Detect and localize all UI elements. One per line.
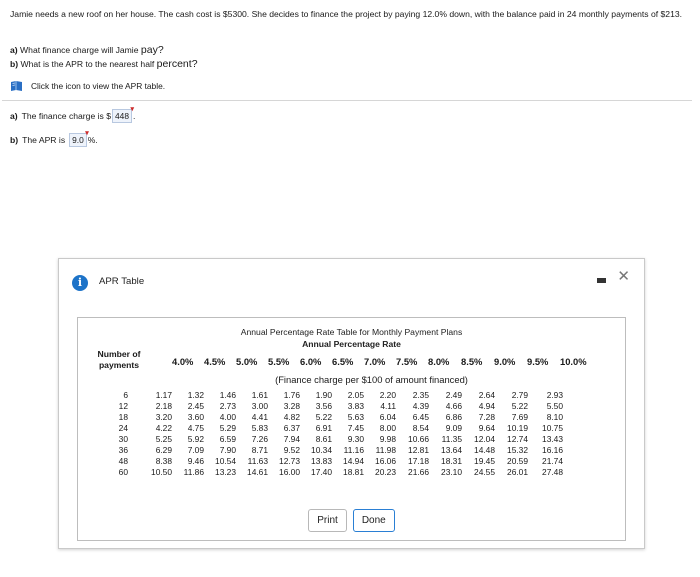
table-cell: 4.11 [380, 401, 396, 411]
rate-header: 8.5% [461, 356, 483, 367]
table-cell: 16.16 [542, 445, 563, 455]
table-cell: 14.94 [343, 456, 364, 466]
dialog-title: APR Table [99, 276, 145, 287]
table-cell: 2.73 [219, 401, 236, 411]
table-cell: 11.86 [183, 467, 204, 477]
rate-header: 10.0% [560, 356, 587, 367]
table-cell: 3.00 [251, 401, 268, 411]
table-cell: 5.92 [187, 434, 204, 444]
table-cell: 1.17 [155, 390, 172, 400]
table-cell: 8.61 [315, 434, 332, 444]
table-cell: 10.66 [408, 434, 429, 444]
table-cell: 3.60 [187, 412, 204, 422]
table-cell: 7.69 [511, 412, 528, 422]
problem-statement: Jamie needs a new roof on her house. The cash cost is $5300. She decides to finance the project by paying 12.0% down, with the balance paid in 24 monthly payments of $213. [10, 9, 683, 19]
incorrect-mark-icon: ▾ [130, 106, 134, 113]
table-cell: 18.81 [343, 467, 364, 477]
table-cell: 7.26 [251, 434, 268, 444]
table-cell: 1.76 [283, 390, 300, 400]
rate-header: 7.5% [396, 356, 418, 367]
table-cell: 8.54 [412, 423, 429, 433]
table-cell: 16.00 [279, 467, 300, 477]
table-cell: 18.31 [441, 456, 462, 466]
table-row [98, 456, 563, 467]
table-cell: 5.25 [155, 434, 172, 444]
table-cell: 17.40 [311, 467, 332, 477]
table-cell: 26.01 [507, 467, 528, 477]
table-cell: 8.71 [251, 445, 268, 455]
payments-cell: 48 [118, 456, 128, 466]
table-cell: 16.06 [375, 456, 396, 466]
rate-header: 4.0% [172, 356, 194, 367]
table-cell: 9.30 [347, 434, 364, 444]
table-cell: 4.94 [478, 401, 495, 411]
finance-charge-answer[interactable]: 448 ▾ [112, 109, 132, 123]
table-cell: 12.73 [279, 456, 300, 466]
table-cell: 1.61 [251, 390, 268, 400]
table-cell: 4.00 [219, 412, 236, 422]
rate-header: 5.5% [268, 356, 290, 367]
table-cell: 1.46 [219, 390, 236, 400]
table-cell: 6.45 [412, 412, 429, 422]
table-row [98, 390, 563, 401]
payments-header: Number of payments [97, 349, 141, 370]
table-cell: 5.83 [251, 423, 268, 433]
question-b: b) What is the APR to the nearest half percent? [10, 58, 198, 70]
payments-cell: 60 [118, 467, 128, 477]
table-cell: 14.48 [474, 445, 495, 455]
payments-cell: 18 [118, 412, 128, 422]
question-a: a) What finance charge will Jamie pay? [10, 44, 164, 56]
table-cell: 23.10 [441, 467, 462, 477]
table-cell: 17.18 [408, 456, 429, 466]
table-cell: 2.35 [412, 390, 429, 400]
dialog-header [59, 259, 644, 307]
table-cell: 3.28 [283, 401, 300, 411]
table-cell: 27.48 [542, 467, 563, 477]
table-cell: 8.00 [379, 423, 396, 433]
table-cell: 7.94 [283, 434, 300, 444]
table-cell: 21.74 [542, 456, 563, 466]
table-row [98, 445, 563, 456]
done-button[interactable]: Done [353, 509, 395, 532]
rate-header: 9.5% [527, 356, 549, 367]
table-cell: 3.83 [347, 401, 364, 411]
apr-table [77, 317, 626, 541]
table-cell: 2.79 [511, 390, 528, 400]
rate-header: 9.0% [494, 356, 516, 367]
table-cell: 19.45 [474, 456, 495, 466]
table-cell: 10.54 [215, 456, 236, 466]
table-cell: 2.18 [155, 401, 172, 411]
rates-header-row [172, 356, 595, 367]
info-icon: i [72, 275, 88, 291]
rate-header: 6.5% [332, 356, 354, 367]
table-cell: 6.37 [283, 423, 300, 433]
table-cell: 3.56 [315, 401, 332, 411]
table-cell: 12.81 [408, 445, 429, 455]
table-subtitle: Annual Percentage Rate [302, 339, 401, 349]
rate-header: 7.0% [364, 356, 386, 367]
table-cell: 9.09 [445, 423, 462, 433]
rate-header: 4.5% [204, 356, 226, 367]
payments-cell: 36 [118, 445, 128, 455]
table-cell: 10.50 [151, 467, 172, 477]
table-cell: 11.35 [441, 434, 462, 444]
print-button[interactable]: Print [308, 509, 347, 532]
table-row [98, 423, 563, 434]
table-cell: 5.29 [219, 423, 236, 433]
table-cell: 1.32 [187, 390, 204, 400]
table-cell: 4.75 [187, 423, 204, 433]
apr-link-label: Click the icon to view the APR table. [31, 81, 166, 91]
table-cell: 20.23 [375, 467, 396, 477]
table-cell: 10.75 [542, 423, 563, 433]
table-cell: 4.22 [155, 423, 172, 433]
table-title: Annual Percentage Rate Table for Monthly Payment Plans [240, 327, 463, 337]
table-cell: 5.22 [315, 412, 332, 422]
payments-cell: 24 [118, 423, 128, 433]
table-cell: 9.98 [379, 434, 396, 444]
question-list [10, 43, 198, 71]
finance-note: (Finance charge per $100 of amount financed) [275, 374, 468, 385]
table-cell: 6.86 [445, 412, 462, 422]
table-cell: 7.28 [478, 412, 495, 422]
table-cell: 2.64 [478, 390, 495, 400]
table-cell: 7.90 [219, 445, 236, 455]
dialog-buttons [59, 509, 644, 532]
payments-cell: 6 [123, 390, 128, 400]
table-row [98, 434, 563, 445]
answer-a: a) The finance charge is $ 448 ▾ . [10, 106, 136, 121]
table-cell: 12.04 [474, 434, 495, 444]
table-cell: 8.10 [546, 412, 563, 422]
table-cell: 10.34 [311, 445, 332, 455]
table-cell: 2.45 [187, 401, 204, 411]
table-cell: 2.20 [379, 390, 396, 400]
table-row [98, 401, 563, 412]
table-cell: 2.05 [347, 390, 364, 400]
table-cell: 15.32 [507, 445, 528, 455]
close-icon[interactable]: ✕ [617, 267, 630, 285]
apr-table-link[interactable] [10, 80, 165, 92]
table-cell: 6.29 [155, 445, 172, 455]
table-cell: 8.38 [155, 456, 172, 466]
table-row [98, 412, 563, 423]
table-cell: 20.59 [507, 456, 528, 466]
table-cell: 11.63 [247, 456, 268, 466]
table-cell: 7.09 [187, 445, 204, 455]
section-divider [2, 100, 692, 101]
rate-header: 8.0% [428, 356, 450, 367]
table-cell: 2.93 [546, 390, 563, 400]
table-cell: 21.66 [408, 467, 429, 477]
table-cell: 13.83 [311, 456, 332, 466]
incorrect-mark-icon: ▾ [85, 130, 89, 137]
table-row [98, 467, 563, 478]
rate-header: 5.0% [236, 356, 258, 367]
table-cell: 6.91 [315, 423, 332, 433]
table-cell: 7.45 [347, 423, 364, 433]
table-cell: 9.64 [478, 423, 495, 433]
table-cell: 5.63 [347, 412, 364, 422]
apr-table-dialog [58, 258, 645, 549]
table-cell: 6.04 [379, 412, 396, 422]
table-cell: 2.49 [445, 390, 462, 400]
table-cell: 10.19 [507, 423, 528, 433]
table-cell: 14.61 [247, 467, 268, 477]
minimize-icon[interactable] [597, 278, 606, 283]
apr-answer[interactable]: 9.0 ▾ [69, 133, 87, 147]
answer-b: b) The APR is 9.0 ▾ %. [10, 130, 98, 145]
table-cell: 13.43 [542, 434, 563, 444]
book-icon[interactable] [10, 80, 23, 92]
payments-cell: 12 [118, 401, 128, 411]
table-cell: 5.22 [511, 401, 528, 411]
table-cell: 9.46 [187, 456, 204, 466]
table-cell: 4.82 [283, 412, 300, 422]
table-cell: 12.74 [507, 434, 528, 444]
payments-cell: 30 [118, 434, 128, 444]
apr-grid [98, 390, 563, 478]
table-cell: 11.98 [375, 445, 396, 455]
table-cell: 3.20 [155, 412, 172, 422]
table-cell: 9.52 [283, 445, 300, 455]
table-cell: 24.55 [474, 467, 495, 477]
table-cell: 4.66 [445, 401, 462, 411]
table-cell: 6.59 [219, 434, 236, 444]
table-cell: 13.64 [441, 445, 462, 455]
table-cell: 5.50 [546, 401, 563, 411]
rate-header: 6.0% [300, 356, 322, 367]
table-cell: 4.39 [412, 401, 429, 411]
table-cell: 1.90 [315, 390, 332, 400]
table-cell: 13.23 [215, 467, 236, 477]
table-cell: 4.41 [251, 412, 268, 422]
table-cell: 11.16 [343, 445, 364, 455]
